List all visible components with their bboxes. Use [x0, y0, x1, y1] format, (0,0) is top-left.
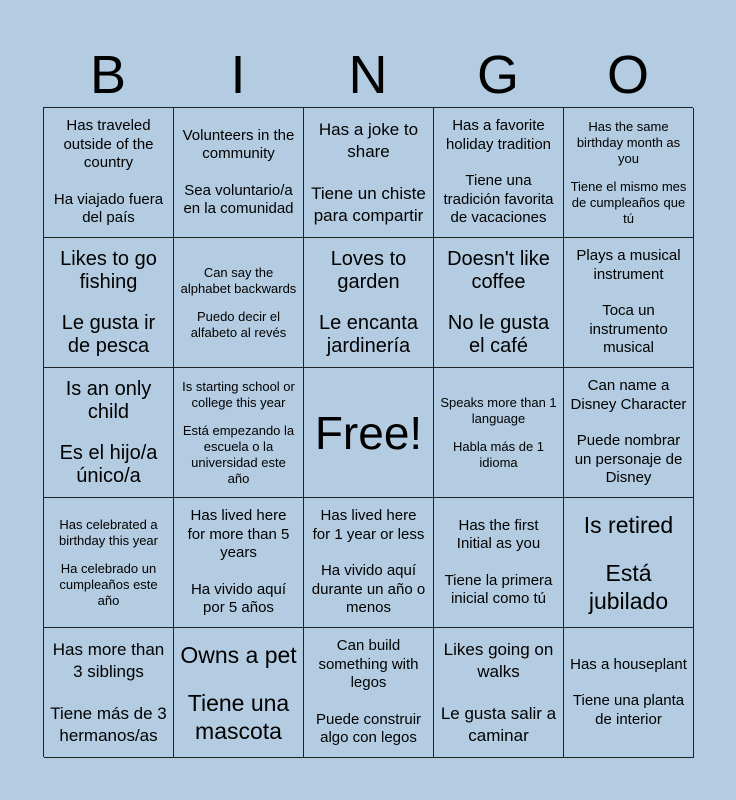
- bingo-cell: [564, 498, 694, 628]
- cell-spanish-text: Puede construir algo con legos: [315, 710, 422, 747]
- bingo-cell: [174, 628, 304, 758]
- cell-english-text: Is starting school or college this year: [182, 378, 295, 410]
- cell-english-text: Has a favorite holiday tradition: [445, 117, 552, 153]
- cell-english-text: Plays a musical instrument: [576, 247, 681, 283]
- bingo-cell: [304, 498, 434, 628]
- bingo-cell: [564, 628, 694, 758]
- bingo-cell: [564, 108, 694, 238]
- bingo-cell: [174, 368, 304, 498]
- bingo-board: [43, 107, 693, 757]
- cell-spanish-text: Ha vivido aquí durante un año o menos: [311, 562, 426, 617]
- free-space-cell: [304, 368, 434, 498]
- bingo-cell: [44, 498, 174, 628]
- bingo-cell: [44, 628, 174, 758]
- bingo-cell: [304, 108, 434, 238]
- bingo-cell: [434, 498, 564, 628]
- bingo-header: [43, 44, 693, 106]
- cell-spanish-text: Le gusta ir de pesca: [61, 311, 156, 357]
- cell-english-text: Speaks more than 1 language: [440, 394, 557, 426]
- cell-spanish-text: Está empezando la escuela o la universidad este año: [182, 422, 295, 486]
- cell-spanish-text: Tiene una tradición favorita de vacaciones: [443, 172, 554, 227]
- bingo-cell: [174, 108, 304, 238]
- cell-english-text: Has the same birthday month as you: [576, 118, 681, 166]
- cell-spanish-text: Ha celebrado un cumpleaños este año: [59, 560, 158, 608]
- header-letter-o: O: [606, 45, 649, 105]
- cell-spanish-text: Ha viajado fuera del país: [53, 190, 164, 227]
- cell-english-text: Has a joke to share: [318, 119, 419, 161]
- cell-english-text: Likes to go fishing: [60, 247, 157, 293]
- bingo-cell: [44, 108, 174, 238]
- cell-english-text: Doesn't like coffee: [447, 247, 550, 293]
- header-letter-g: G: [476, 45, 519, 105]
- cell-english-text: Has a houseplant: [570, 655, 687, 673]
- cell-spanish-text: Le encanta jardinería: [319, 311, 418, 357]
- cell-english-text: Has lived here for 1 year or less: [312, 507, 425, 543]
- bingo-cell: [434, 108, 564, 238]
- header-letter-b: B: [89, 45, 127, 105]
- cell-english-text: Has lived here for more than 5 years: [187, 507, 290, 562]
- cell-english-text: Has celebrated a birthday this year: [59, 516, 158, 548]
- bingo-cell: [304, 628, 434, 758]
- cell-english-text: Can say the alphabet backwards: [180, 264, 297, 296]
- cell-spanish-text: Toca un instrumento musical: [589, 302, 668, 357]
- cell-spanish-text: Puede nombrar un personaje de Disney: [574, 432, 683, 487]
- free-space-label: Free!: [314, 406, 423, 459]
- bingo-cell: [44, 368, 174, 498]
- cell-spanish-text: Habla más de 1 idioma: [452, 438, 545, 470]
- cell-spanish-text: Le gusta salir a caminar: [440, 703, 557, 745]
- cell-english-text: Is an only child: [65, 377, 152, 423]
- cell-spanish-text: Está jubilado: [588, 559, 669, 614]
- cell-english-text: Can name a Disney Character: [570, 377, 687, 413]
- bingo-cell: [434, 238, 564, 368]
- cell-english-text: Volunteers in the community: [182, 126, 295, 162]
- bingo-cell: [174, 238, 304, 368]
- cell-english-text: Can build something with legos: [318, 637, 419, 692]
- cell-spanish-text: Tiene una planta de interior: [572, 692, 685, 728]
- cell-english-text: Has more than 3 siblings: [52, 639, 165, 681]
- header-letter-n: N: [348, 45, 388, 105]
- cell-english-text: Loves to garden: [330, 247, 407, 293]
- cell-english-text: Has traveled outside of the country: [63, 117, 154, 172]
- cell-spanish-text: Tiene el mismo mes de cumpleaños que tú: [570, 178, 687, 226]
- bingo-cell: [44, 238, 174, 368]
- header-letter-i: I: [230, 45, 246, 105]
- bingo-cell: [564, 368, 694, 498]
- cell-spanish-text: Tiene una mascota: [187, 689, 290, 744]
- bingo-cell: [304, 238, 434, 368]
- bingo-cell: [564, 238, 694, 368]
- bingo-cell: [434, 368, 564, 498]
- bingo-cell: [174, 498, 304, 628]
- cell-english-text: Owns a pet: [180, 641, 297, 668]
- cell-spanish-text: Tiene un chiste para compartir: [311, 183, 426, 225]
- cell-spanish-text: Puedo decir el alfabeto al revés: [190, 308, 287, 340]
- bingo-cell: [434, 628, 564, 758]
- cell-spanish-text: Sea voluntario/a en la comunidad: [183, 181, 294, 217]
- cell-spanish-text: Ha vivido aquí por 5 años: [190, 580, 287, 617]
- cell-spanish-text: Es el hijo/a único/a: [59, 441, 158, 487]
- cell-english-text: Likes going on walks: [443, 639, 554, 681]
- cell-spanish-text: Tiene la primera inicial como tú: [444, 571, 553, 607]
- cell-english-text: Is retired: [583, 511, 674, 538]
- cell-english-text: Has the first Initial as you: [456, 516, 541, 552]
- cell-spanish-text: No le gusta el café: [447, 311, 550, 357]
- cell-spanish-text: Tiene más de 3 hermanos/as: [50, 703, 167, 745]
